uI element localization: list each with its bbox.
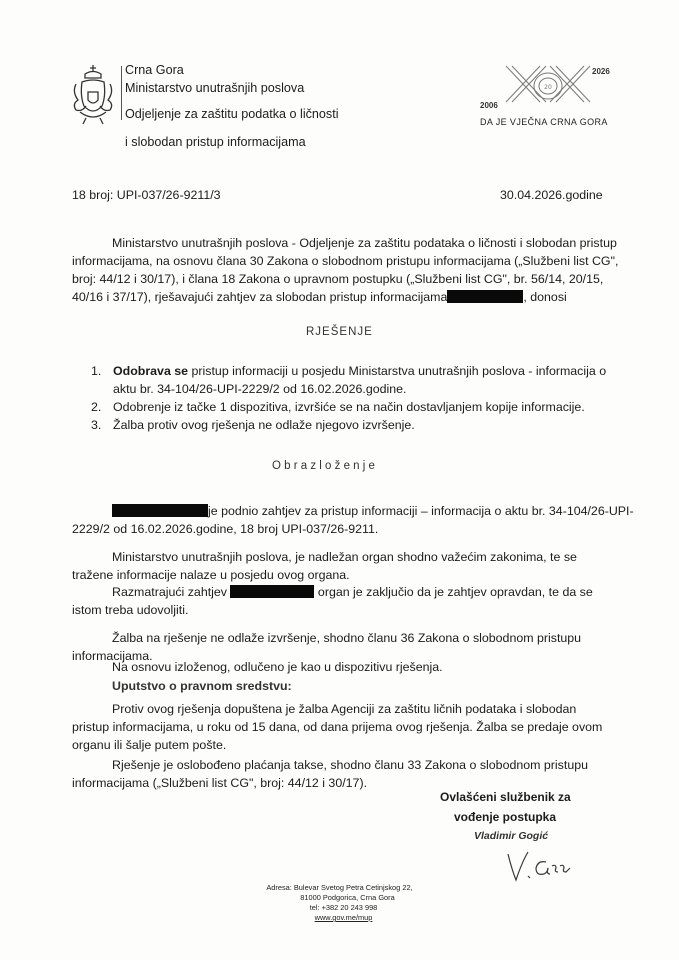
intro-line-2: informacijama, na osnovu člana 30 Zakona o slobodnom pristupu informacijama („Službeni list CG", [72,254,619,268]
reasoning-p1-line1: je podnio zahtjev za pristup informaciji – informacija o aktu br. 34-104/26-UPI- [112,504,634,518]
intro-line-1: Ministarstvo unutrašnjih poslova - Odjeljenje za zaštitu podataka o ličnosti i slobodan pristup [112,236,617,250]
footer-web-link[interactable]: www.gov.me/mup [314,913,373,922]
footer-phone: tel: +382 20 243 998 [309,903,378,912]
redacted-name [447,290,523,303]
reference-number: 18 broj: UPI-037/26-9211/3 [72,188,221,202]
document-date: 30.04.2026.godine [500,188,603,202]
jubilee-year-end: 2026 [592,67,610,76]
decision-item-1-cont: aktu br. 34-104/26-UPI-2229/2 od 16.02.2026.godine. [113,382,407,396]
intro-line-4-text: 40/16 i 37/17), rješavajući zahtjev za slobodan pristup informacijama [72,290,448,304]
reasoning-p3-line2: istom treba udovoljiti. [72,603,189,617]
legal-remedy-p2-line2: informacijama („Službeni list CG", broj: 44/12 i 30/17). [72,776,368,790]
coat-of-arms-icon [70,64,116,126]
legal-remedy-p1-line1: Protiv ovog rješenja dopuštena je žalba Agenciji za zaštitu ličnih podataka i slobodan [112,702,577,716]
signature-title-line1: Ovlašćeni službenik za [440,790,571,804]
decision-item-2: 2. Odobrenje iz tačke 1 dispozitiva, izvršiće se na način dostavljanjem kopije informacije. [91,400,585,414]
decision-item-3: 3. Žalba protiv ovog rješenja ne odlaže njegovo izvršenje. [91,418,415,432]
reasoning-title: O b r a z l o ž e n j e [272,460,375,472]
footer-city: 81000 Podgorica, Crna Gora [300,893,395,902]
intro-line-3: broj: 44/12 i 30/17), i člana 18 Zakona o upravnom postupku („Službeni list CG", br. 56/14, 20/15, [72,272,604,286]
reasoning-conclusion: Na osnovu izloženog, odlučeno je kao u dispozitivu rješenja. [112,660,443,674]
reasoning-p4-line2: informacijama. [72,649,153,663]
legal-remedy-title: Uputstvo o pravnom sredstvu: [112,679,292,693]
reasoning-p4-line1: Žalba na rješenje ne odlaže izvršenje, shodno članu 36 Zakona o slobodnom pristupu [112,631,582,645]
footer-address: Adresa: Bulevar Svetog Petra Cetinjskog 22, [266,883,413,892]
legal-remedy-p1-line3: organu ili šalje putem pošte. [72,738,227,752]
reasoning-p1-line2: 2229/2 od 16.02.2026.godine, 18 broj UPI-037/26-9211. [72,522,379,536]
reasoning-p2-line1: Ministarstvo unutrašnjih poslova, je nadležan organ shodno važećim zakonima, te se [112,550,577,564]
header-divider [121,66,122,120]
svg-text:20: 20 [544,84,552,91]
country-name: Crna Gora [125,63,184,77]
reasoning-p3-line1: Razmatrajući zahtjev organ je zaključio da je zahtjev opravdan, te da se [112,585,593,599]
redacted-applicant [112,504,208,517]
intro-line-4 [72,290,567,304]
decision-title: RJEŠENJE [306,326,373,338]
jubilee-slogan: DA JE VJEČNA CRNA GORA [480,117,608,127]
ministry-name: Ministarstvo unutrašnjih poslova [125,81,305,95]
department-line-1: Odjeljenje za zaštitu podatka o ličnosti [125,107,339,121]
jubilee-year-start: 2006 [480,101,498,110]
signatory-name: Vladimir Gogić [474,830,549,842]
decision-item-1: 1. Odobrava se pristup informaciji u posjedu Ministarstva unutrašnjih poslova - informacija o [91,364,607,378]
legal-remedy-p1-line2: pristup informacijama, u roku od 15 dana, od dana prijema ovog rješenja. Žalba se predaje ovom [72,720,603,734]
legal-remedy-p2-line1: Rješenje je oslobođeno plaćanja takse, shodno članu 33 Zakona o slobodnom pristupu [112,758,588,772]
department-line-2: i slobodan pristup informacijama [125,135,306,149]
reasoning-p2-line2: tražene informacije nalaze u posjedu ovog organa. [72,568,350,582]
signature-title-line2: vođenje postupka [454,810,557,824]
intro-line-4-end: , donosi [523,290,567,304]
handwritten-signature [502,846,572,886]
redacted-name-2 [230,585,314,598]
